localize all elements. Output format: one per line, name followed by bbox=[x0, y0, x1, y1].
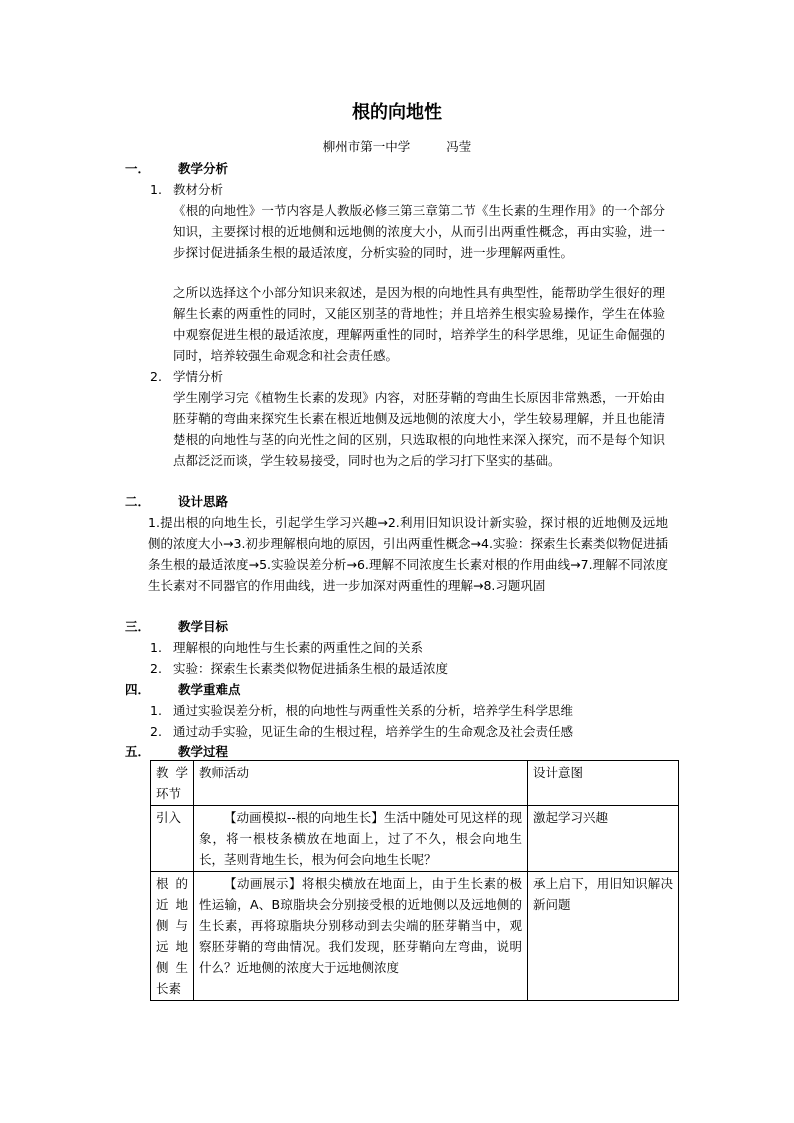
author-line bbox=[0, 136, 794, 157]
header-intent: 设计意图 bbox=[528, 761, 679, 806]
table-row bbox=[151, 806, 679, 872]
row-2-activity: 【动画展示】将根尖横放在地面上，由于生长素的极性运输，A、B琼脂块会分别接受根的近地侧以及远地侧的生长素，再将琼脂块分别移动到去尖端的胚芽鞘当中，观察胚芽鞘的弯曲情况。我们发现，胚芽鞘向左弯曲，说明什么？近地侧的浓度大于远地侧浓度 bbox=[194, 872, 528, 1001]
table-row bbox=[151, 872, 679, 1001]
subsection-1-1-number: 1. bbox=[150, 182, 162, 197]
textbook-analysis-paragraph-2: 之所以选择这个小部分知识来叙述，是因为根的向地性具有典型性，能帮助学生很好的理解生长素的两重性的同时，又能区别茎的背地性；并且培养生根实验易操作，学生在体验中观察促进生根的最适浓度，理解两重性的同时，培养学生的科学思维，见证生命倔强的同时，培养较强生命观念和社会责任感。 bbox=[173, 285, 665, 363]
section-4-number: 四． bbox=[125, 682, 151, 697]
table-header-row bbox=[151, 761, 679, 806]
row-1-intent: 激起学习兴趣 bbox=[528, 806, 679, 872]
textbook-analysis-paragraph-1: 《根的向地性》一节内容是人教版必修三第三章第二节《生长素的生理作用》的一个部分知识，主要探讨根的近地侧和远地侧的浓度大小，从而引出两重性概念，再由实验，进一步探讨促进插条生根的最适浓度，分析实验的同时，进一步理解两重性。 bbox=[173, 203, 665, 260]
section-2-number: 二． bbox=[125, 494, 151, 509]
page-title: 根的向地性 bbox=[352, 102, 442, 123]
objective-2-text: 实验：探索生长素类似物促进插条生根的最适浓度 bbox=[173, 661, 449, 676]
keypoint-1-number: 1. bbox=[150, 703, 162, 718]
subsection-1-1-title: 教材分析 bbox=[173, 182, 224, 197]
section-3-title: 教学目标 bbox=[178, 619, 229, 634]
section-1-number: 一． bbox=[125, 161, 151, 176]
section-1-title: 教学分析 bbox=[178, 161, 229, 176]
section-5-number: 五． bbox=[125, 744, 151, 759]
objective-2-number: 2. bbox=[150, 661, 162, 676]
section-2-title: 设计思路 bbox=[178, 494, 229, 509]
author-name: 冯莹 bbox=[446, 139, 472, 154]
author-school: 柳州市第一中学 bbox=[322, 139, 411, 154]
keypoint-2-number: 2. bbox=[150, 724, 162, 739]
section-3-number: 三． bbox=[125, 619, 151, 634]
row-2-stage: 根的近地侧与远地侧生长素 bbox=[151, 872, 194, 1001]
objective-1-number: 1. bbox=[150, 640, 162, 655]
learner-analysis-paragraph: 学生刚学习完《植物生长素的发现》内容，对胚芽鞘的弯曲生长原因非常熟悉，一开始由胚芽鞘的弯曲来探究生长素在根近地侧及远地侧的浓度大小，学生较易理解，并且也能清楚根的向地性与茎的向光性之间的区别，只选取根的向地性来深入探究，而不是每个知识点都泛泛而谈，学生较易接受，同时也为之后的学习打下坚实的基础。 bbox=[173, 390, 665, 468]
header-stage: 教学环节 bbox=[151, 761, 194, 806]
section-5-title: 教学过程 bbox=[178, 744, 229, 759]
row-2-intent: 承上启下，用旧知识解决新问题 bbox=[528, 872, 679, 1001]
teaching-process-table bbox=[150, 760, 679, 1001]
objective-1-text: 理解根的向地性与生长素的两重性之间的关系 bbox=[173, 640, 424, 655]
subsection-1-2-number: 2. bbox=[150, 369, 162, 384]
keypoint-1-text: 通过实验误差分析，根的向地性与两重性关系的分析，培养学生科学思维 bbox=[173, 703, 574, 718]
header-activity: 教师活动 bbox=[194, 761, 528, 806]
keypoint-2-text: 通过动手实验，见证生命的生根过程，培养学生的生命观念及社会责任感 bbox=[173, 724, 574, 739]
subsection-1-2-title: 学情分析 bbox=[173, 369, 224, 384]
section-4-title: 教学重难点 bbox=[178, 682, 241, 697]
row-1-activity: 【动画模拟--根的向地生长】生活中随处可见这样的现象，将一根枝条横放在地面上，过了不久，根会向地生长，茎则背地生长，根为何会向地生长呢？ bbox=[194, 806, 528, 872]
row-1-stage: 引入 bbox=[151, 806, 194, 872]
design-idea-paragraph: 1.提出根的向地生长，引起学生学习兴趣→2.利用旧知识设计新实验，探讨根的近地侧及远地侧的浓度大小→3.初步理解根向地的原因，引出两重性概念→4.实验：探索生长素类似物促进插条生根的最适浓度→5.实验误差分析→6.理解不同浓度生长素对根的作用曲线→7.理解不同浓度生长素对不同器官的作用曲线，进一步加深对两重性的理解→8.习题巩固 bbox=[148, 515, 668, 593]
